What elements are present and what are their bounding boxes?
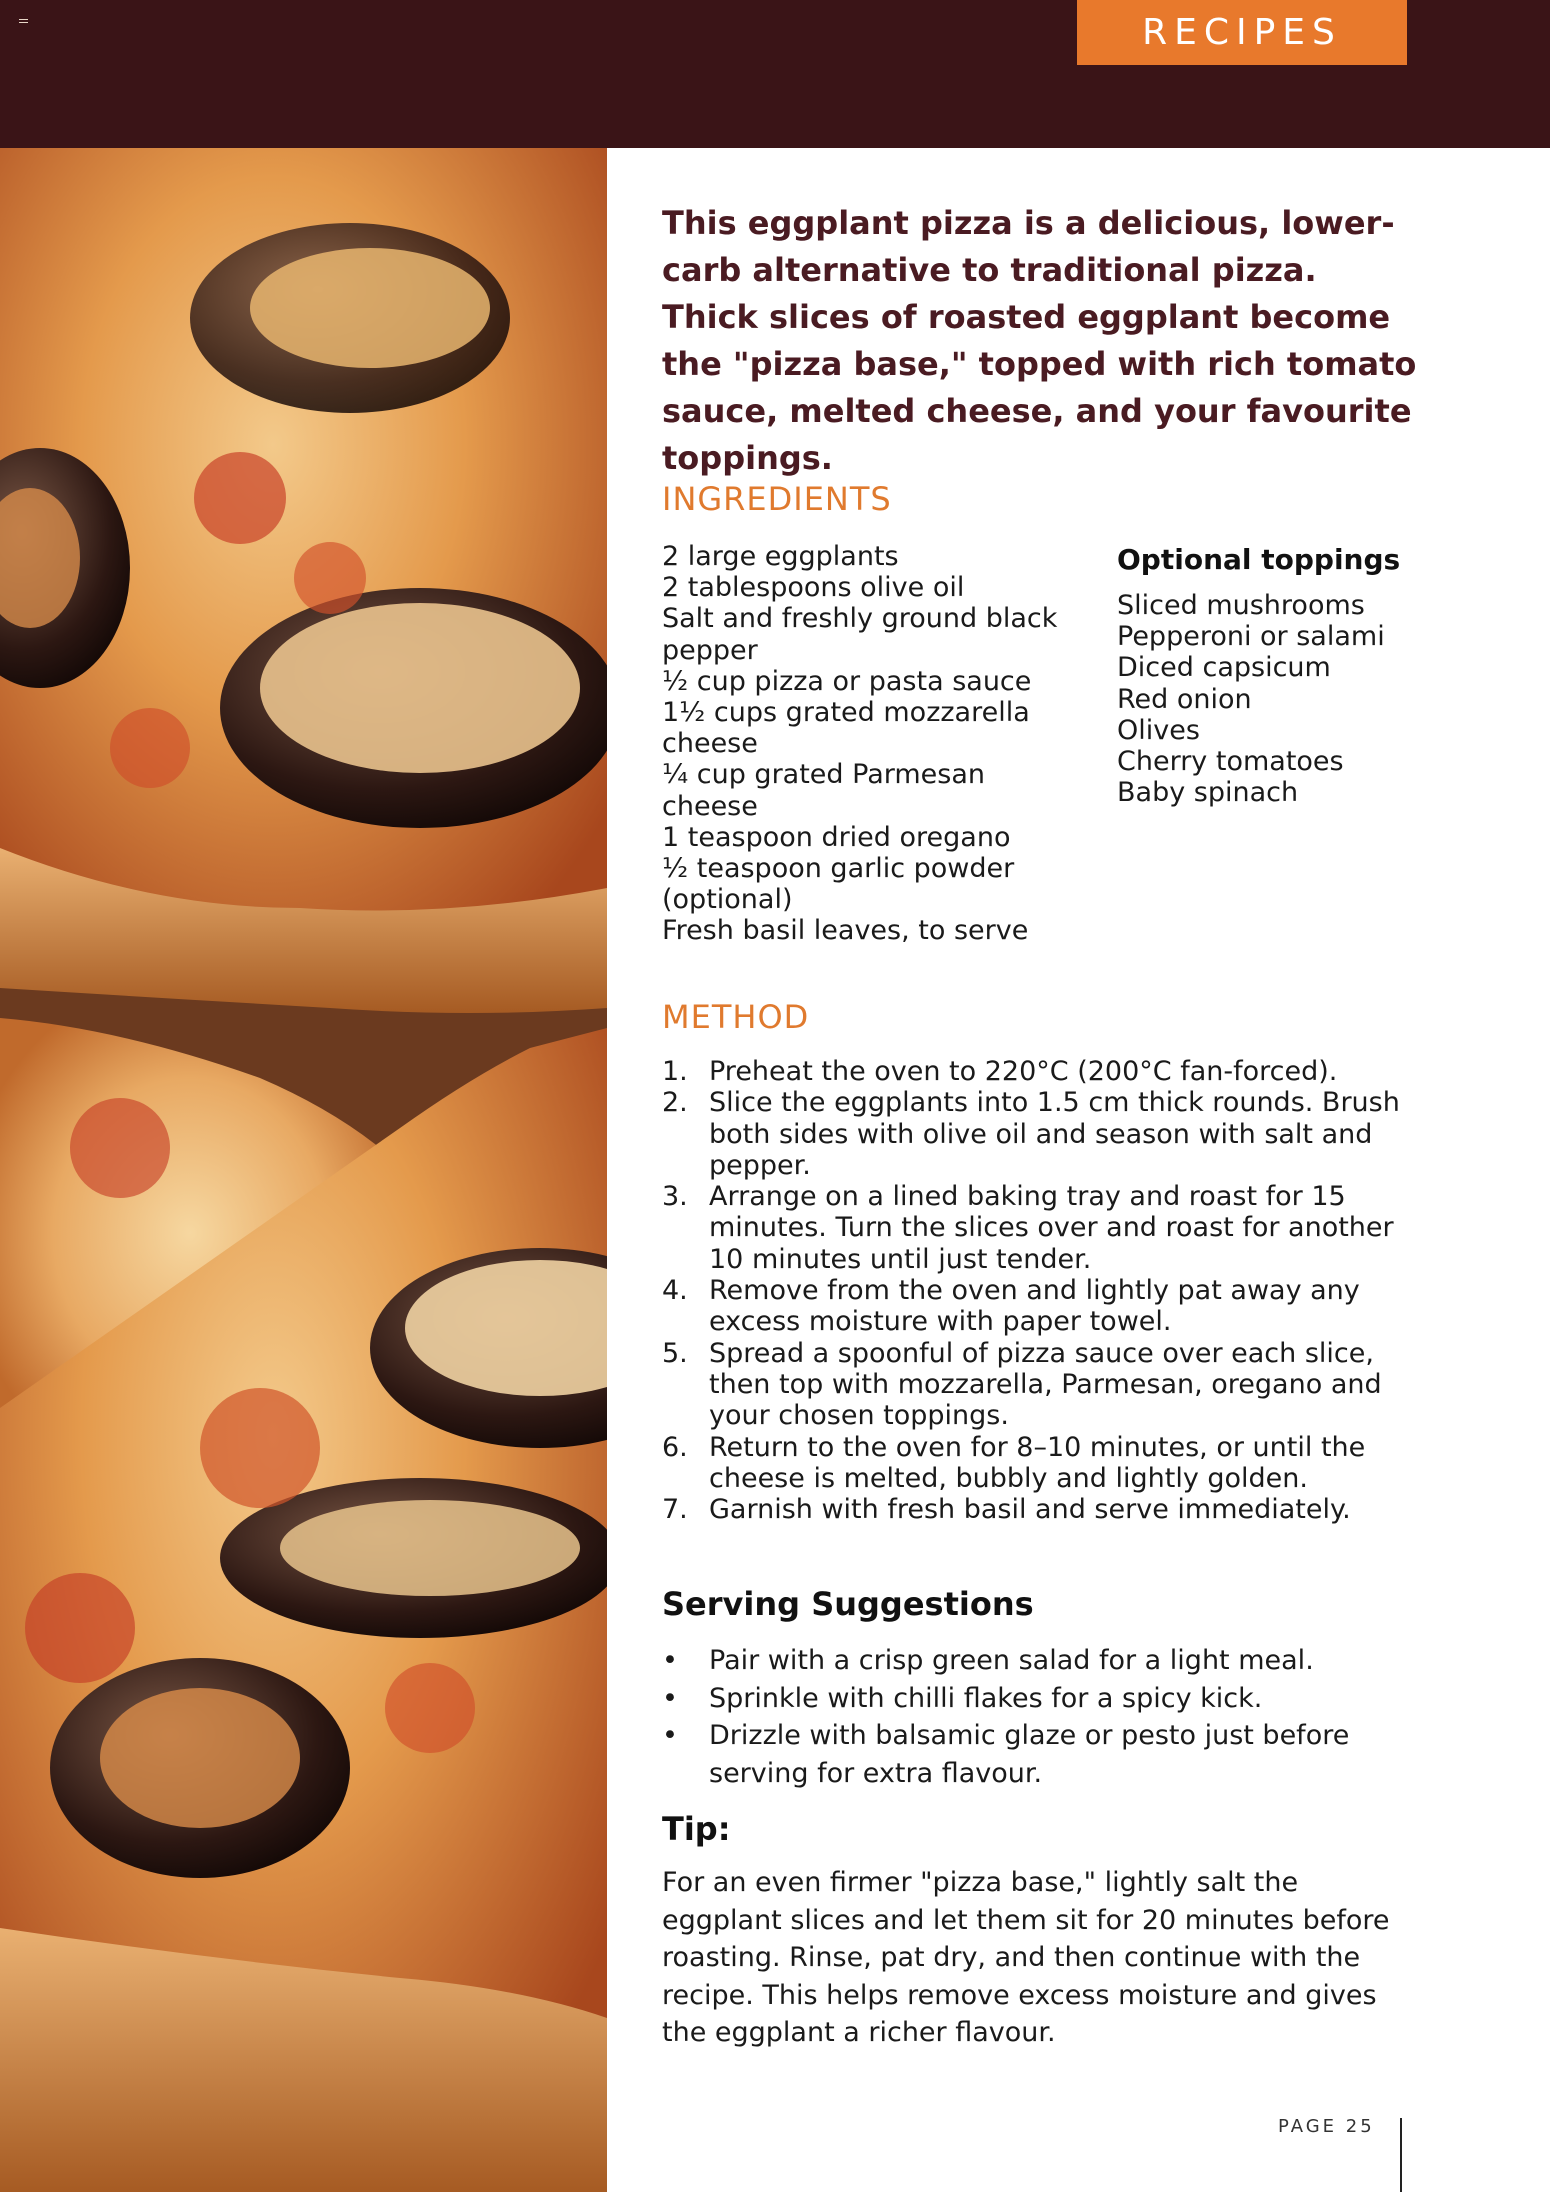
page-number: PAGE 25 bbox=[1278, 2116, 1375, 2137]
method-step bbox=[662, 1275, 1402, 1338]
tip-text: For an even firmer "pizza base," lightly salt the eggplant slices and let them sit for 20 minutes before roasting. Rinse, pat dry, and then continue with the recipe. This helps remove excess moisture and gives the eggplant a richer flavour. bbox=[662, 1867, 1390, 2049]
pizza-photo bbox=[0, 148, 607, 2192]
page-divider bbox=[1400, 2118, 1402, 2192]
step-number: 5. bbox=[662, 1337, 688, 1369]
step-text: Slice the eggplants into 1.5 cm thick rounds. Brush both sides with olive oil and season with salt and pepper. bbox=[709, 1087, 1400, 1181]
list-item: Baby spinach bbox=[1117, 777, 1299, 809]
tip-title: Tip: bbox=[662, 1810, 731, 1848]
method-step bbox=[662, 1432, 1402, 1495]
step-text: Return to the oven for 8–10 minutes, or until the cheese is melted, bubbly and lightly golden. bbox=[709, 1431, 1366, 1494]
list-item bbox=[662, 1642, 1402, 1680]
recipes-tab[interactable]: RECIPES bbox=[1077, 0, 1407, 65]
serving-suggestions-list bbox=[662, 1642, 1402, 1792]
method-step bbox=[662, 1087, 1402, 1181]
list-item: Sliced mushrooms bbox=[1117, 590, 1365, 621]
list-item-text: Sprinkle with chilli flakes for a spicy kick. bbox=[709, 1682, 1263, 1714]
step-number: 2. bbox=[662, 1087, 688, 1119]
step-number: 4. bbox=[662, 1275, 688, 1307]
step-number: 3. bbox=[662, 1181, 688, 1213]
list-item: cheese bbox=[662, 790, 758, 822]
step-text: Garnish with fresh basil and serve immediately. bbox=[709, 1494, 1351, 1526]
list-item: ¼ cup grated Parmesan bbox=[662, 759, 986, 791]
intro-paragraph: This eggplant pizza is a delicious, lower-carb alternative to traditional pizza. Thick slices of roasted eggplant become the "pizza base," topped with rich tomato sauce, melted cheese, and your favourite toppings. bbox=[662, 204, 1417, 477]
bullet-icon: • bbox=[662, 1682, 678, 1714]
list-item: Olives bbox=[1117, 714, 1200, 746]
optional-toppings-list bbox=[1117, 590, 1417, 808]
list-item: 1 teaspoon dried oregano bbox=[662, 821, 1011, 853]
list-item: ½ teaspoon garlic powder bbox=[662, 853, 1015, 885]
method-step bbox=[662, 1181, 1402, 1275]
list-item-text: Drizzle with balsamic glaze or pesto just before serving for extra flavour. bbox=[709, 1720, 1350, 1789]
method-step bbox=[662, 1056, 1402, 1087]
optional-toppings-title: Optional toppings bbox=[1117, 543, 1401, 576]
step-number: 6. bbox=[662, 1431, 688, 1463]
step-text: Arrange on a lined baking tray and roast for 15 minutes. Turn the slices over and roast for another 10 minutes until just tender. bbox=[709, 1181, 1394, 1275]
list-item: Diced capsicum bbox=[1117, 652, 1331, 684]
list-item: 1½ cups grated mozzarella bbox=[662, 697, 1030, 729]
list-item: Fresh basil leaves, to serve bbox=[662, 915, 1029, 947]
step-text: Preheat the oven to 220°C (200°C fan-forced). bbox=[709, 1056, 1338, 1087]
bullet-icon: • bbox=[662, 1720, 678, 1751]
serving-suggestions-title: Serving Suggestions bbox=[662, 1585, 1034, 1623]
ingredients-list bbox=[662, 541, 1062, 947]
method-list bbox=[662, 1056, 1402, 1525]
list-item: 2 tablespoons olive oil bbox=[662, 572, 965, 604]
list-item: cheese bbox=[662, 728, 758, 760]
list-item: pepper bbox=[662, 634, 758, 666]
method-step bbox=[662, 1494, 1402, 1525]
step-text: Spread a spoonful of pizza sauce over each slice, then top with mozzarella, Parmesan, oregano and your chosen toppings. bbox=[709, 1337, 1382, 1432]
method-heading: METHOD bbox=[662, 998, 810, 1036]
menu-icon[interactable] bbox=[19, 19, 28, 26]
list-item: Cherry tomatoes bbox=[1117, 746, 1344, 778]
list-item: 2 large eggplants bbox=[662, 541, 899, 572]
step-number: 7. bbox=[662, 1494, 688, 1526]
step-number: 1. bbox=[662, 1056, 688, 1087]
list-item: Salt and freshly ground black bbox=[662, 603, 1058, 635]
list-item: ½ cup pizza or pasta sauce bbox=[662, 665, 1032, 697]
method-step bbox=[662, 1338, 1402, 1432]
step-text: Remove from the oven and lightly pat away any excess moisture with paper towel. bbox=[709, 1275, 1360, 1338]
header-bar bbox=[0, 0, 1550, 148]
list-item: (optional) bbox=[662, 884, 793, 916]
list-item bbox=[662, 1717, 1402, 1792]
bullet-icon: • bbox=[662, 1645, 678, 1676]
list-item: Red onion bbox=[1117, 683, 1252, 715]
list-item: Pepperoni or salami bbox=[1117, 621, 1385, 653]
ingredients-heading: INGREDIENTS bbox=[662, 480, 892, 518]
list-item-text: Pair with a crisp green salad for a light meal. bbox=[709, 1645, 1314, 1676]
list-item bbox=[662, 1680, 1402, 1718]
